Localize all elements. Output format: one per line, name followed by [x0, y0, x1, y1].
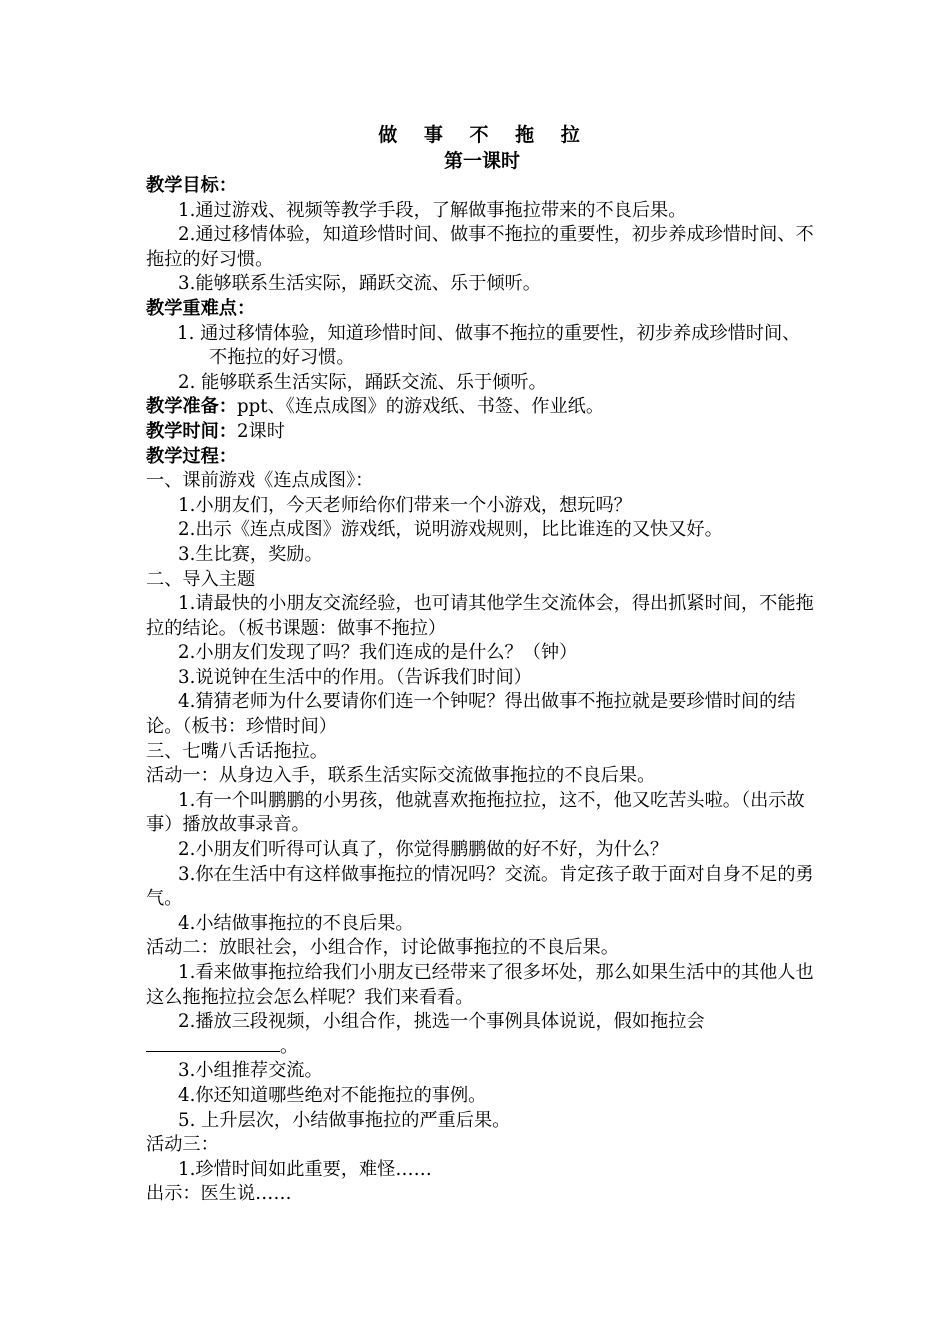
section2-item: 4.猜猜老师为什么要请你们连一个钟呢？得出做事不拖拉就是要珍惜时间的结论。（板书：珍惜时间）	[146, 691, 796, 738]
page-subtitle: 第一课时	[443, 150, 520, 172]
prep-line	[146, 395, 814, 420]
section2-heading: 二、导入主题	[146, 568, 256, 590]
goal-item: 2.通过移情体验，知道珍惜时间、做事不拖拉的重要性，初步养成珍惜时间、不拖拉的好习惯。	[146, 224, 814, 270]
activity2-item2-end: 。	[280, 1035, 299, 1057]
difficulty-item: 1. 通过移情体验，知道珍惜时间、做事不拖拉的重要性，初步养成珍惜时间、不拖拉的好习惯。	[177, 322, 801, 369]
activity2-item: 3.小组推荐交流。	[178, 1060, 323, 1082]
difficulty-item: 2. 能够联系生活实际，踊跃交流、乐于倾听。	[178, 371, 547, 393]
page-title: 做 事 不 拖 拉	[378, 124, 590, 146]
prep-value: ppt、《连点成图》的游戏纸、书签、作业纸。	[236, 396, 605, 418]
section3-heading: 三、七嘴八舌话拖拉。	[146, 740, 328, 762]
activity1-item: 3.你在生活中有这样做事拖拉的情况吗？交流。肯定孩子敢于面对自身不足的勇气。	[146, 863, 814, 910]
activity2-item2-text: 2.播放三段视频，小组合作，挑选一个事例具体说说，假如拖拉会	[178, 1011, 705, 1033]
time-line	[146, 420, 814, 445]
time-value: 2课时	[236, 420, 285, 442]
goal-item: 3.能够联系生活实际，踊跃交流、乐于倾听。	[178, 273, 541, 295]
activity2-item: 1.看来做事拖拉给我们小朋友已经带来了很多坏处，那么如果生活中的其他人也这么拖拖拉拉会怎么样呢？我们来看看。	[146, 962, 814, 1008]
difficulties-heading: 教学重难点：	[146, 297, 256, 319]
document-page	[146, 122, 814, 1207]
activity1-item: 4.小结做事拖拉的不良后果。	[178, 912, 414, 934]
section1-item: 3.生比赛，奖励。	[178, 543, 323, 565]
activity2-item: 4.你还知道哪些绝对不能拖拉的事例。	[178, 1084, 487, 1106]
section1-item: 1.小朋友们，今天老师给你们带来一个小游戏，想玩吗？	[178, 494, 632, 516]
activity3-heading: 活动三：	[146, 1134, 219, 1156]
activity3-show: 出示：医生说……	[146, 1183, 292, 1205]
fill-in-blank	[146, 1037, 280, 1052]
goal-item: 1.通过游戏、视频等教学手段，了解做事拖拉带来的不良后果。	[178, 199, 687, 221]
section1-heading: 一、课前游戏《连点成图》：	[146, 470, 374, 492]
prep-label: 教学准备：	[146, 396, 237, 418]
goals-heading: 教学目标：	[146, 175, 237, 196]
activity3-item: 1.珍惜时间如此重要，难怪……	[178, 1158, 432, 1180]
section2-item: 1.请最快的小朋友交流经验，也可请其他学生交流体会，得出抓紧时间，不能拖拉的结论。（板书课题：做事不拖拉）	[146, 593, 814, 639]
process-heading: 教学过程：	[146, 445, 237, 467]
activity2-heading: 活动二：放眼社会，小组合作，讨论做事拖拉的不良后果。	[146, 937, 619, 959]
time-label: 教学时间：	[146, 420, 237, 442]
activity1-item: 2.小朋友们听得可认真了，你觉得鹏鹏做的好不好，为什么？	[178, 839, 669, 861]
section2-item: 2.小朋友们发现了吗？我们连成的是什么？（钟）	[178, 642, 578, 664]
activity2-item: 5. 上升层次，小结做事拖拉的严重后果。	[178, 1109, 511, 1131]
activity1-heading: 活动一：从身边入手，联系生活实际交流做事拖拉的不良后果。	[146, 765, 656, 787]
section1-item: 2.出示《连点成图》游戏纸，说明游戏规则，比比谁连的又快又好。	[178, 519, 723, 541]
section2-item: 3.说说钟在生活中的作用。（告诉我们时间）	[178, 666, 532, 688]
activity2-item	[146, 1010, 814, 1059]
activity1-item: 1.有一个叫鹏鹏的小男孩，他就喜欢拖拖拉拉，这不，他又吃苦头啦。（出示故事）播放故事录音。	[146, 789, 805, 836]
